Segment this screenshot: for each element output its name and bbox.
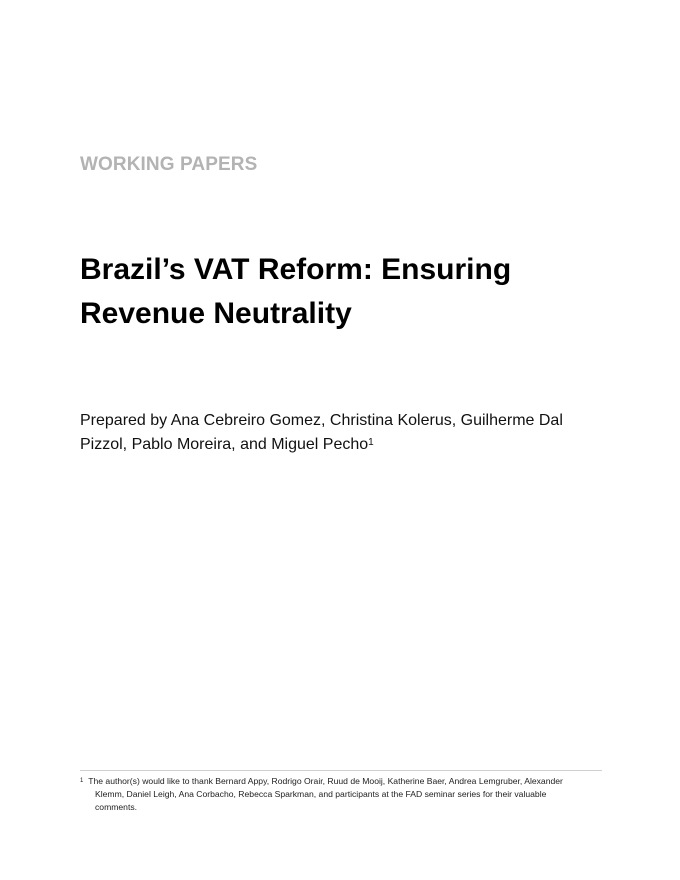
footnote-marker: 1 <box>80 778 84 784</box>
author-list: Prepared by Ana Cebreiro Gomez, Christina Kolerus, Guilherme Dal Pizzol, Pablo Moreira, and Miguel Pecho <box>80 412 563 453</box>
footnote-divider <box>80 770 602 771</box>
author-footnote-marker[interactable]: 1 <box>368 437 374 448</box>
footnote <box>80 775 585 814</box>
footnote-text: The author(s) would like to thank Bernard Appy, Rodrigo Orair, Ruud de Mooij, Katherine Baer, Andrea Lemgruber, Alexander Klemm, Daniel Leigh, Ana Corbacho, Rebecca Sparkman, and participants at the FAD seminar series for their valuable comments. <box>88 776 563 812</box>
paper-title: Brazil’s VAT Reform: Ensuring Revenue Neutrality <box>80 253 512 330</box>
series-label: WORKING PAPERS <box>80 154 258 175</box>
author-line <box>80 409 600 457</box>
